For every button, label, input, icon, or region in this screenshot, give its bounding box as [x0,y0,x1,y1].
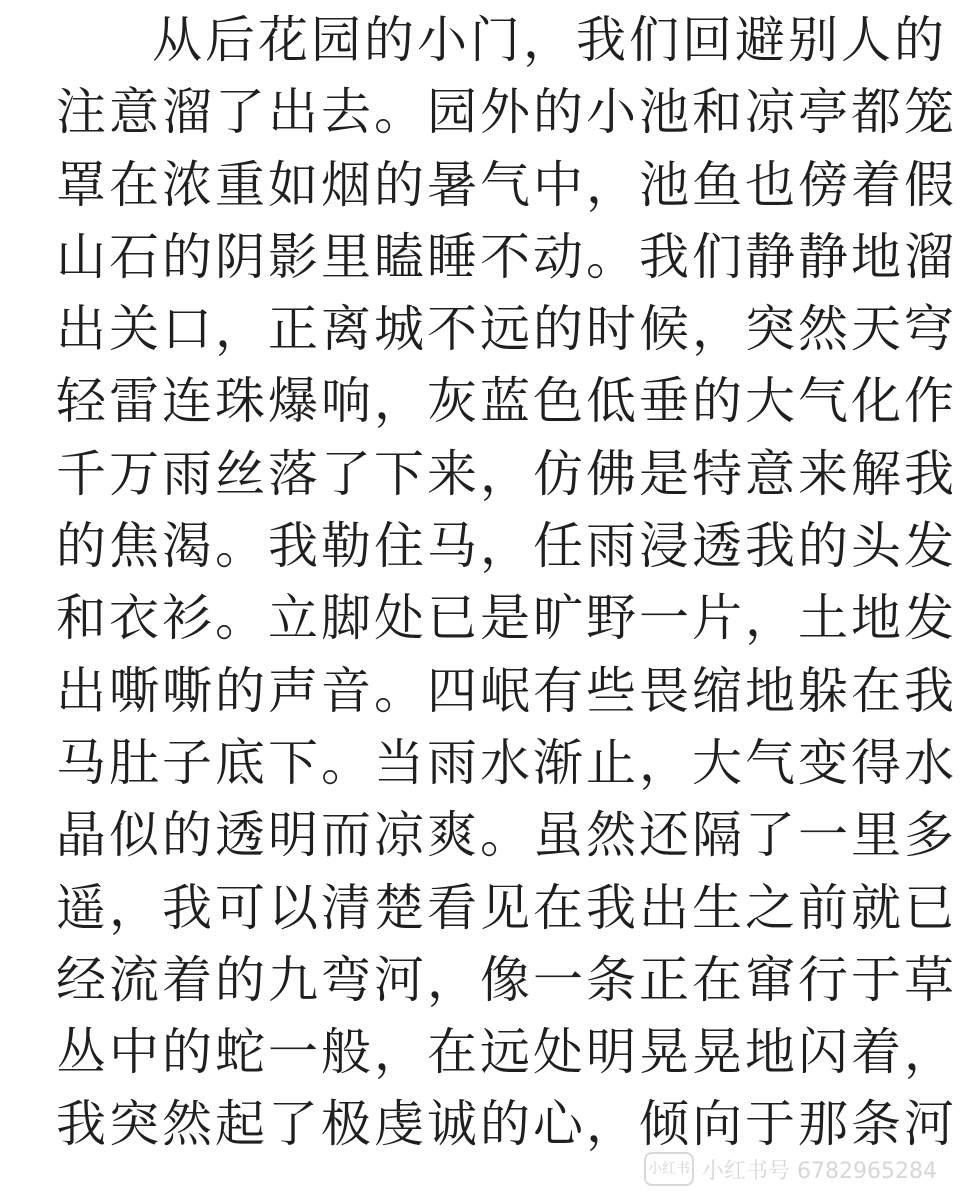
text-line: 轻雷连珠爆响，灰蓝色低垂的大气化作 [56,372,957,431]
text-line: 马肚子底下。当雨水渐止，大气变得水 [56,733,957,792]
text-line: 经流着的九弯河，像一条正在窜行于草 [56,950,957,1009]
text-line: 罩在浓重如烟的暑气中，池鱼也傍着假 [56,155,957,214]
watermark [644,1152,937,1186]
text-line: 出关口，正离城不远的时候，突然天穹 [56,300,957,359]
text-line: 从后花园的小门，我们回避别人的 [152,11,947,69]
body-text [56,4,957,1161]
watermark-id: 小红书号 6782965284 [702,1158,937,1184]
text-line: 晶似的透明而凉爽。虽然还隔了一里多 [56,806,957,865]
text-line: 丛中的蛇一般，在远处明晃晃地闪着， [56,1023,957,1082]
text-line: 千万雨丝落了下来，仿佛是特意来解我 [56,444,957,503]
watermark-logo: 小红书 [644,1152,694,1186]
text-line: 的焦渴。我勒住马，任雨浸透我的头发 [56,517,957,576]
text-line: 遥，我可以清楚看见在我出生之前就已 [56,878,957,937]
text-line: 山石的阴影里瞌睡不动。我们静静地溜 [56,227,957,286]
text-line: 我突然起了极虔诚的心，倾向于那条河 [56,1095,957,1154]
text-line: 和衣衫。立脚处已是旷野一片，土地发 [56,589,957,648]
text-line: 出嘶嘶的声音。四岷有些畏缩地躲在我 [56,661,957,720]
text-line: 注意溜了出去。园外的小池和凉亭都笼 [56,83,957,142]
